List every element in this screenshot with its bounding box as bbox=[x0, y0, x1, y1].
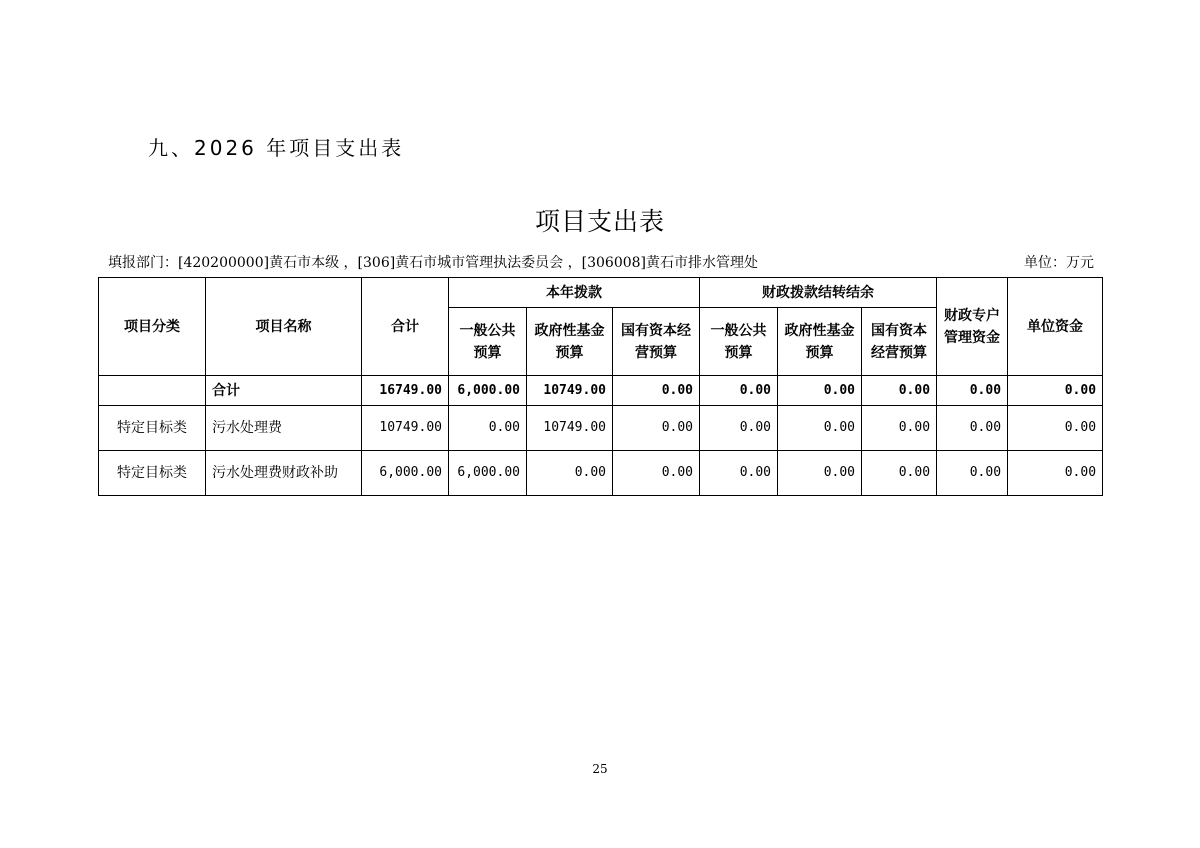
row-co-gov-fund: 0.00 bbox=[778, 451, 862, 496]
row-total: 10749.00 bbox=[362, 406, 449, 451]
row-category bbox=[99, 376, 206, 406]
row-category: 特定目标类 bbox=[99, 451, 206, 496]
row-state-capital: 0.00 bbox=[613, 406, 700, 451]
row-gov-fund: 10749.00 bbox=[527, 376, 613, 406]
header-gov-fund: 政府性基金预算 bbox=[527, 308, 613, 376]
row-co-gov-fund: 0.00 bbox=[778, 376, 862, 406]
row-unit-funds: 0.00 bbox=[1008, 376, 1103, 406]
row-state-capital: 0.00 bbox=[613, 451, 700, 496]
row-general-budget: 0.00 bbox=[449, 406, 527, 451]
header-carryover: 财政拨款结转结余 bbox=[700, 278, 937, 308]
row-category: 特定目标类 bbox=[99, 406, 206, 451]
header-gov-fund-2: 政府性基金预算 bbox=[778, 308, 862, 376]
header-unit-funds: 单位资金 bbox=[1008, 278, 1103, 376]
table-row bbox=[99, 451, 1103, 496]
row-special: 0.00 bbox=[937, 406, 1008, 451]
header-category: 项目分类 bbox=[99, 278, 206, 376]
row-co-state-capital: 0.00 bbox=[862, 376, 937, 406]
row-general-budget: 6,000.00 bbox=[449, 376, 527, 406]
header-general-budget-2: 一般公共预算 bbox=[700, 308, 778, 376]
header-general-budget: 一般公共预算 bbox=[449, 308, 527, 376]
row-special: 0.00 bbox=[937, 451, 1008, 496]
row-co-state-capital: 0.00 bbox=[862, 406, 937, 451]
row-gov-fund: 10749.00 bbox=[527, 406, 613, 451]
table-title: 项目支出表 bbox=[534, 207, 665, 236]
row-co-gov-fund: 0.00 bbox=[778, 406, 862, 451]
row-total: 6,000.00 bbox=[362, 451, 449, 496]
unit-line bbox=[108, 252, 1094, 272]
section-heading: 九、2026 年项目支出表 bbox=[148, 136, 405, 160]
unit-label: 单位：万元 bbox=[1024, 255, 1094, 271]
row-state-capital: 0.00 bbox=[613, 376, 700, 406]
row-unit-funds: 0.00 bbox=[1008, 406, 1103, 451]
row-gov-fund: 0.00 bbox=[527, 451, 613, 496]
table-row bbox=[99, 406, 1103, 451]
row-name: 污水处理费财政补助 bbox=[206, 451, 362, 496]
header-special: 财政专户管理资金 bbox=[937, 278, 1008, 376]
row-general-budget: 6,000.00 bbox=[449, 451, 527, 496]
row-co-state-capital: 0.00 bbox=[862, 451, 937, 496]
header-state-capital: 国有资本经营预算 bbox=[613, 308, 700, 376]
row-special: 0.00 bbox=[937, 376, 1008, 406]
table-row-total bbox=[99, 376, 1103, 406]
row-co-general: 0.00 bbox=[700, 406, 778, 451]
row-co-general: 0.00 bbox=[700, 376, 778, 406]
project-expenditure-table bbox=[98, 277, 1103, 496]
header-state-capital-2: 国有资本经营预算 bbox=[862, 308, 937, 376]
reporting-department: 填报部门：[420200000]黄石市本级 ，[306]黄石市城市管理执法委员会 ，[306008]黄石市排水管理处 bbox=[108, 255, 758, 271]
header-total: 合计 bbox=[362, 278, 449, 376]
row-name: 合计 bbox=[206, 376, 362, 406]
header-current-year: 本年拨款 bbox=[449, 278, 700, 308]
row-co-general: 0.00 bbox=[700, 451, 778, 496]
header-name: 项目名称 bbox=[206, 278, 362, 376]
row-unit-funds: 0.00 bbox=[1008, 451, 1103, 496]
row-total: 16749.00 bbox=[362, 376, 449, 406]
page-number: 25 bbox=[592, 762, 608, 776]
header-row-1 bbox=[99, 278, 1103, 308]
row-name: 污水处理费 bbox=[206, 406, 362, 451]
